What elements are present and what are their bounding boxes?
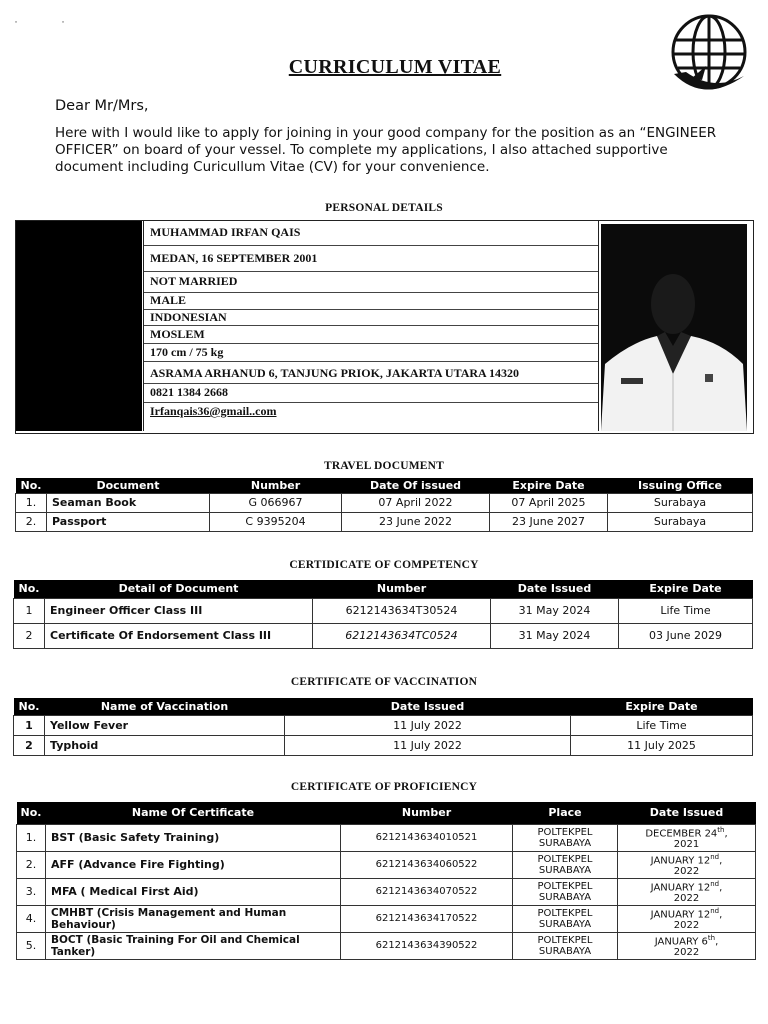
profile-photo: [601, 224, 747, 431]
date-year: 2022: [673, 866, 700, 878]
date-cell: DECEMBER 24th, 2021: [618, 824, 756, 851]
proficiency-table: [16, 802, 756, 960]
personal-details-fields: [143, 221, 599, 431]
table-row: [14, 735, 753, 755]
date-suffix: nd: [710, 879, 720, 888]
cell: 1.: [17, 824, 46, 851]
cell: 6212143634070522: [341, 878, 513, 905]
place-line: SURABAYA: [538, 891, 592, 903]
place-line: POLTEKPEL: [537, 907, 593, 919]
date-year: 2022: [673, 947, 700, 959]
scan-marks: ˙ ˙: [14, 18, 85, 32]
column-header: Detail of Document: [45, 580, 313, 598]
cell: 2: [14, 735, 45, 755]
cell: 4.: [17, 905, 46, 932]
date-month: JANUARY 12: [650, 909, 711, 921]
cell: 31 May 2024: [491, 598, 619, 623]
cell: 6212143634TC0524: [313, 623, 491, 648]
cell: 6212143634T30524: [313, 598, 491, 623]
cell: 1: [14, 715, 45, 735]
address-field: ASRAMA ARHANUD 6, TANJUNG PRIOK, JAKARTA UTARA 14320: [150, 366, 520, 380]
cell: Surabaya: [608, 493, 753, 512]
cell: 07 April 2022: [342, 493, 490, 512]
cell: 2: [14, 623, 45, 648]
column-header: No.: [14, 698, 45, 715]
column-header: Date Issued: [618, 802, 756, 824]
table-row: [17, 851, 756, 878]
date-year: 2022: [673, 893, 700, 905]
name-field: MUHAMMAD IRFAN QAIS: [150, 225, 301, 239]
competency-table: [13, 580, 753, 649]
table-row: [17, 878, 756, 905]
column-header: Expire Date: [571, 698, 753, 715]
cell: G 066967: [210, 493, 342, 512]
vaccination-heading: CERTIFICATE OF VACCINATION: [290, 676, 478, 688]
place-cell: [513, 851, 618, 878]
date-month: JANUARY 12: [650, 855, 711, 867]
place-line: SURABAYA: [538, 837, 592, 849]
cell: 1.: [16, 493, 47, 512]
table-row: [17, 905, 756, 932]
cell: 6212143634170522: [341, 905, 513, 932]
date-month: JANUARY 12: [650, 882, 711, 894]
proficiency-heading: CERTIFICATE OF PROFICIENCY: [290, 781, 478, 793]
redacted-block: [16, 221, 142, 431]
column-header: Date Issued: [285, 698, 571, 715]
date-year: 2021: [673, 839, 700, 851]
gender-field: MALE: [150, 293, 186, 307]
phone-field: 0821 1384 2668: [150, 385, 228, 399]
cell: C 9395204: [210, 512, 342, 531]
place-line: POLTEKPEL: [537, 880, 593, 892]
column-header: Number: [313, 580, 491, 598]
column-header: Place: [513, 802, 618, 824]
date-year: 2022: [673, 920, 700, 932]
cell: 5.: [17, 932, 46, 959]
cell: BST (Basic Safety Training): [46, 824, 341, 851]
date-month: JANUARY 6: [654, 936, 708, 948]
email-field[interactable]: Irfanqais36@gmail..com: [150, 404, 277, 418]
table-row: [14, 715, 753, 735]
date-suffix: th: [717, 825, 725, 834]
place-cell: [513, 905, 618, 932]
place-line: POLTEKPEL: [537, 853, 593, 865]
cell: 6212143634010521: [341, 824, 513, 851]
body-field: 170 cm / 75 kg: [150, 345, 224, 359]
date-suffix: nd: [710, 906, 720, 915]
cell: Life Time: [571, 715, 753, 735]
cell: 23 June 2027: [490, 512, 608, 531]
cell: 2.: [16, 512, 47, 531]
cell: AFF (Advance Fire Fighting): [46, 851, 341, 878]
column-header: No.: [17, 802, 46, 824]
cell: 6212143634390522: [341, 932, 513, 959]
place-line: SURABAYA: [538, 864, 592, 876]
place-cell: [513, 824, 618, 851]
page-title: CURRICULUM VITAE: [288, 56, 502, 78]
intro-paragraph: Here with I would like to apply for joining in your good company for the position as an “ENGINEER OFFICER” on board of your vessel. To complete my applications, I also attached supportive document including Curicullum Vitae (CV) for your convenience.: [55, 125, 717, 175]
date-cell: JANUARY 12nd, 2022: [618, 878, 756, 905]
place-line: POLTEKPEL: [537, 934, 593, 946]
cell: Surabaya: [608, 512, 753, 531]
place-line: SURABAYA: [538, 945, 592, 957]
competency-heading: CERTIDICATE OF COMPETENCY: [289, 559, 479, 571]
cell: 3.: [17, 878, 46, 905]
column-header: Name Of Certificate: [46, 802, 341, 824]
cell: 1: [14, 598, 45, 623]
date-suffix: th: [707, 933, 716, 942]
place-cell: [513, 878, 618, 905]
table-row: [14, 623, 753, 648]
personal-details-heading: PERSONAL DETAILS: [325, 202, 443, 214]
cell: 03 June 2029: [619, 623, 753, 648]
column-header: Expire Date: [619, 580, 753, 598]
travel-document-table: [15, 478, 753, 532]
column-header: Number: [210, 478, 342, 493]
date-month: DECEMBER 24: [645, 828, 718, 840]
cell: Engineer Officer Class III: [45, 598, 313, 623]
travel-document-heading: TRAVEL DOCUMENT: [323, 460, 445, 472]
place-line: SURABAYA: [538, 918, 592, 930]
table-row: [16, 512, 753, 531]
cell: 2.: [17, 851, 46, 878]
cell: 31 May 2024: [491, 623, 619, 648]
table-row: [17, 824, 756, 851]
date-cell: JANUARY 12nd, 2022: [618, 905, 756, 932]
place-cell: [513, 932, 618, 959]
column-header: No.: [16, 478, 47, 493]
cell: Yellow Fever: [45, 715, 285, 735]
column-header: No.: [14, 580, 45, 598]
cell: 6212143634060522: [341, 851, 513, 878]
cell: MFA ( Medical First Aid): [46, 878, 341, 905]
cell: Passport: [47, 512, 210, 531]
date-suffix: nd: [710, 852, 720, 861]
table-row: [14, 598, 753, 623]
column-header: Number: [341, 802, 513, 824]
table-row: [17, 932, 756, 959]
cell: BOCT (Basic Training For Oil and Chemical Tanker): [46, 932, 341, 959]
column-header: Document: [47, 478, 210, 493]
cell: 11 July 2022: [285, 735, 571, 755]
vaccination-table: [13, 698, 753, 756]
column-header: Name of Vaccination: [45, 698, 285, 715]
table-row: [16, 493, 753, 512]
column-header: Expire Date: [490, 478, 608, 493]
cell: CMHBT (Crisis Management and Human Behaviour): [46, 905, 341, 932]
cell: 11 July 2025: [571, 735, 753, 755]
cell: 07 April 2025: [490, 493, 608, 512]
cell: 23 June 2022: [342, 512, 490, 531]
cell: 11 July 2022: [285, 715, 571, 735]
place-line: POLTEKPEL: [537, 826, 593, 838]
date-cell: JANUARY 6th, 2022: [618, 932, 756, 959]
column-header: Date Issued: [491, 580, 619, 598]
birth-field: MEDAN, 16 SEPTEMBER 2001: [150, 251, 318, 265]
column-header: Date Of issued: [342, 478, 490, 493]
date-cell: JANUARY 12nd, 2022: [618, 851, 756, 878]
cell: Life Time: [619, 598, 753, 623]
religion-field: MOSLEM: [150, 327, 205, 341]
cell: Seaman Book: [47, 493, 210, 512]
greeting: Dear Mr/Mrs,: [55, 98, 149, 114]
column-header: Issuing Office: [608, 478, 753, 493]
cell: Certificate Of Endorsement Class III: [45, 623, 313, 648]
nationality-field: INDONESIAN: [150, 310, 227, 324]
marital-field: NOT MARRIED: [150, 274, 238, 288]
cell: Typhoid: [45, 735, 285, 755]
